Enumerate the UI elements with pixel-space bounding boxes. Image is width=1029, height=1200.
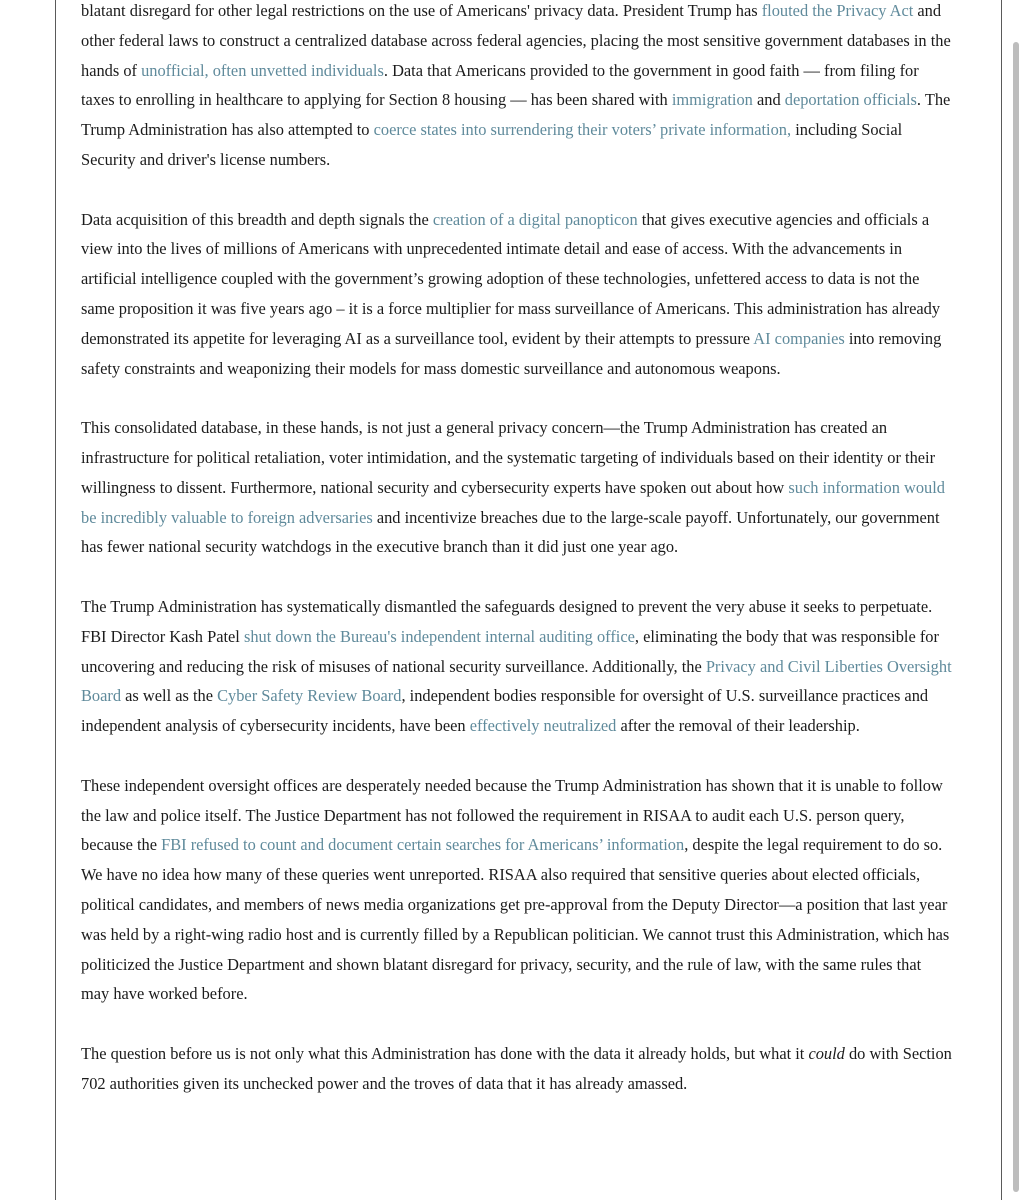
text-run: and incentivize breaches due to the large-scale payoff. Unfortunately, our government has fewer national security watchdogs in the executive branch than it did just one year ago. (81, 507, 940, 557)
text-run: into removing safety constraints and weaponizing their models for mass domestic surveillance and autonomous weapons. (81, 328, 942, 378)
inline-link[interactable]: unofficial, often unvetted individuals (141, 60, 384, 80)
paragraph (81, 413, 953, 562)
text-run: Data acquisition of this breadth and depth signals the (81, 209, 433, 229)
text-run: including Social Security and driver's license numbers. (81, 120, 903, 169)
inline-link[interactable]: such information would be incredibly valuable to foreign adversaries (81, 477, 945, 527)
text-run: , independent bodies responsible for oversight of U.S. surveillance practices and independent analysis of cybersecurity incidents, have been (81, 686, 929, 736)
text-run: , despite the legal requirement to do so. We have no idea how many of these queries went unreported. RISAA also required that sensitive queries about elected officials, political candidates, and members of news media organizations get pre-approval from the Deputy Director—a position that last year was held by a right-wing radio host and is currently filled by a Republican politician. We cannot trust this Administration, which has politicized the Justice Department and shown blatant disregard for privacy, security, and the rule of law, with the same rules that may have worked before. (81, 835, 950, 1004)
inline-link[interactable]: FBI refused to count and document certain searches for Americans’ information (161, 835, 685, 855)
text-run: . Data that Americans provided to the government in good faith — from filing for taxes to enrolling in healthcare to applying for Section 8 housing — has been shared with (81, 60, 919, 110)
text-run: after the removal of their leadership. (616, 716, 860, 736)
text-run: The Trump Administration has systematically dismantled the safeguards designed to prevent the very abuse it seeks to perpetuate. FBI Director Kash Patel (81, 596, 933, 646)
text-run: and other federal laws to construct a centralized database across federal agencies, placing the most sensitive government databases in the hands of (81, 1, 951, 80)
article-body (81, 0, 953, 1128)
text-run: The question before us is not only what this Administration has done with the data it already holds, but what it (81, 1043, 809, 1063)
inline-link[interactable]: flouted the Privacy Act (761, 1, 914, 20)
inline-link[interactable]: effectively neutralized (469, 716, 617, 736)
text-run: This consolidated database, in these hands, is not just a general privacy concern—the Trump Administration has created an infrastructure for political retaliation, voter intimidation, and the systematic targeting of individuals based on their identity or their willingness to dissent. Furthermore, national security and cybersecurity experts have spoken out about how (81, 418, 936, 497)
text-run: as well as the (121, 686, 218, 706)
text-run: These independent oversight offices are desperately needed because the Trump Administration has shown that it is unable to follow the law and police itself. The Justice Department has not followed the requirement in RISAA to audit each U.S. person query, because the (81, 775, 943, 855)
inline-link[interactable]: Privacy and Civil Liberties Oversight Board (81, 656, 952, 706)
left-border-line (55, 0, 56, 1200)
paragraph (81, 205, 953, 384)
inline-link[interactable]: creation of a digital panopticon (432, 209, 638, 229)
inline-link[interactable]: AI companies (753, 328, 845, 348)
inline-link[interactable]: shut down the Bureau's independent internal auditing office (243, 626, 635, 646)
scrollbar[interactable] (1013, 42, 1019, 1192)
text-run: , eliminating the body that was responsible for uncovering and reducing the risk of misuses of national security surveillance. Additionally, the (81, 626, 939, 676)
text-run: and (752, 90, 785, 110)
right-border-line (1001, 0, 1002, 1200)
text-run: blatant disregard for other legal restrictions on the use of Americans' privacy data. President Trump has (81, 1, 762, 20)
paragraph (81, 771, 953, 1009)
text-run: do with Section 702 authorities given its unchecked power and the troves of data that it has already amassed. (81, 1043, 952, 1093)
paragraph (81, 592, 953, 741)
inline-link[interactable]: Cyber Safety Review Board (217, 686, 402, 706)
paragraph (81, 1039, 953, 1099)
emphasized-text: could (808, 1043, 845, 1063)
text-run: that gives executive agencies and officials a view into the lives of millions of Americans with unprecedented intimate detail and ease of access. With the advancements in artificial intelligence coupled with the government’s growing adoption of these technologies, unfettered access to data is not the same proposition it was five years ago – it is a force multiplier for mass surveillance of Americans. This administration has already demonstrated its appetite for leveraging AI as a surveillance tool, evident by their attempts to pressure (81, 209, 941, 348)
inline-link[interactable]: immigration (671, 90, 753, 110)
inline-link[interactable]: deportation officials (784, 90, 917, 110)
inline-link[interactable]: coerce states into surrendering their voters’ private information, (373, 120, 792, 140)
paragraph (81, 0, 953, 175)
text-run: . The Trump Administration has also attempted to (81, 90, 951, 140)
